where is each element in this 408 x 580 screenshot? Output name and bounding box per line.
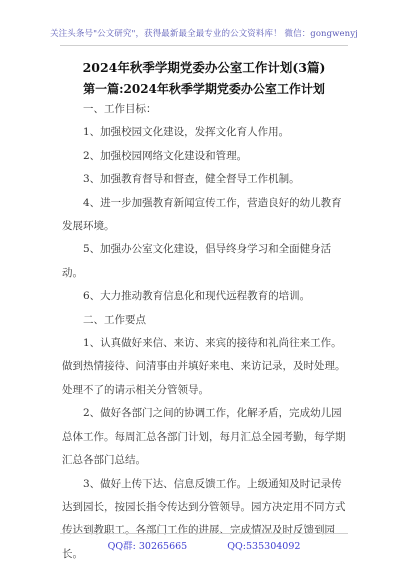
key-point-item: 2、做好各部门之间的协调工作，化解矛盾，完成幼儿园总体工作。每周汇总各部门计划，每月汇总全园考勤，每学期汇总各部门总结。 (62, 407, 346, 467)
footer-qq-group: QQ群: 30265665 (107, 541, 188, 552)
key-point-item: 3、做好上传下达、信息反馈工作。上级通知及时记录传达到园长，按园长指令传达到分管领导。园方决定用不同方式传达到教职工。各部门工作的进展、完成情况及时反馈到园长。 (62, 477, 346, 560)
document-subtitle: 第一篇:2024年秋季学期党委办公室工作计划 (83, 82, 325, 96)
goal-item: 5、加强办公室文化建设，倡导终身学习和全面健身活动。 (62, 243, 332, 279)
section-heading-goals: 一、工作目标： (83, 103, 157, 115)
goal-item: 4、进一步加强教育新闻宣传工作，营造良好的幼儿教育发展环境。 (62, 196, 342, 233)
goal-item: 3、加强教育督导和督查，健全督导工作机制。 (83, 173, 300, 186)
goal-item: 2、加强校园网络文化建设和管理。 (83, 149, 248, 162)
key-point-item: 1、认真做好来信、来访、来宾的接待和礼尚往来工作。做到热情接待、问清事由并填好来电、来访记录，及时处理。处理不了的请示相关分管领导。 (62, 337, 346, 396)
footer-qq: QQ:535304092 (227, 541, 301, 552)
footer-divider (60, 533, 348, 534)
goal-item: 6、大力推动教育信息化和现代远程教育的培训。 (83, 290, 311, 303)
document-title: 2024年秋季学期党委办公室工作计划(3篇) (82, 60, 326, 75)
header-divider (60, 45, 348, 46)
goal-item: 1、加强校园文化建设，发挥文化育人作用。 (83, 126, 290, 139)
footer (0, 538, 408, 552)
section-heading-key-points: 二、工作要点 (83, 313, 146, 326)
header-note: 关注头条号"公文研究"，获得最新最全最专业的公文资料库！ 微信：gongwenyj (50, 29, 358, 39)
document-body (62, 98, 352, 566)
